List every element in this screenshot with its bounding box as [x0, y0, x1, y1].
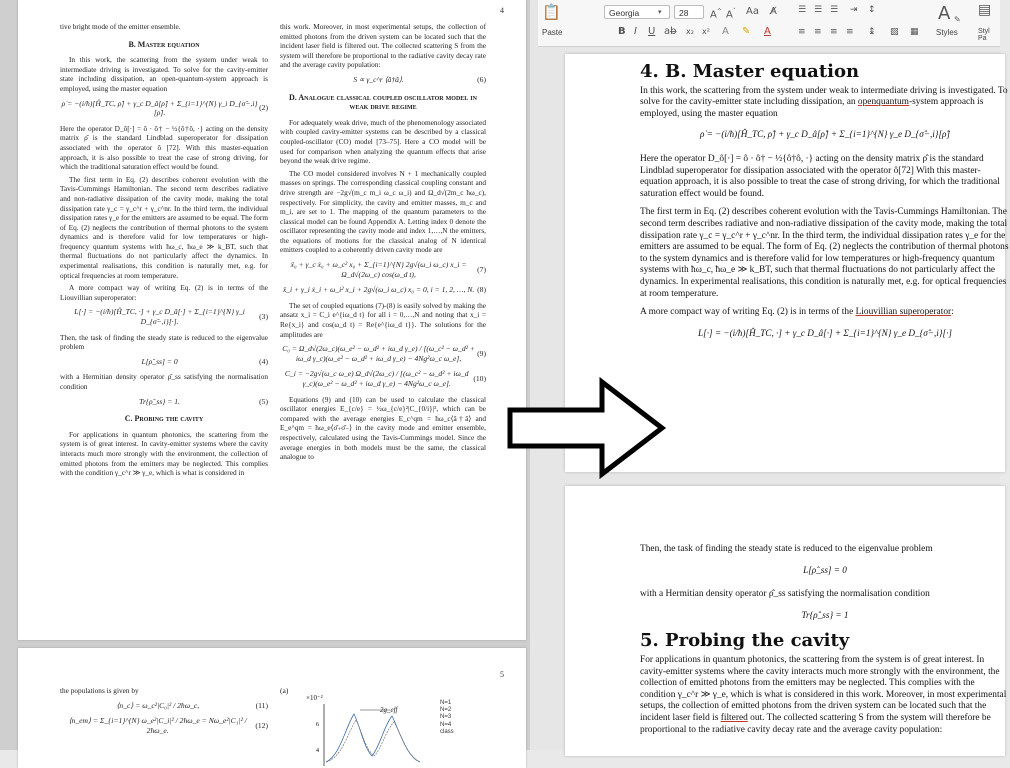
align-right-icon[interactable]: ≡ — [830, 27, 838, 37]
svg-text:4: 4 — [316, 748, 319, 754]
figure-label: (a) — [280, 686, 289, 695]
equation: L[·] = −(i/ħ)[Ĥ_TC, ·] + γ_c D_â[·] + Σ_{i=1}^{N} γ_i D_{σ̂−,i}[·]. (3) — [74, 307, 268, 327]
font-name-select[interactable]: Georgia — [604, 5, 670, 19]
arrow-right-icon — [506, 378, 666, 478]
equation: L[ρ̂_ss] = 0 — [803, 564, 847, 575]
legend-entry: N=2 — [440, 707, 452, 714]
spellcheck-underline: openquantum — [857, 97, 909, 108]
paragraph: Then, the task of finding the steady state is reduced to the eigenvalue problem — [640, 544, 933, 554]
multilevel-list-icon[interactable]: ☰ — [830, 5, 839, 15]
paragraph: For applications in quantum photonics, the scattering from the system is of great interest. In cavity-emitter systems where the cavity interacts much more strongly with the environment, the collection of emitted photons from the emitters may be neglected. This complies with the condition γ_c^r ≫ γ_e, which is what is considered in — [60, 429, 268, 478]
bold-icon[interactable]: B — [618, 26, 626, 37]
paragraph: tive bright mode of the emitter ensemble. — [60, 22, 181, 31]
align-left-icon[interactable]: ≡ — [798, 27, 806, 37]
paragraph: The set of coupled equations (7)-(8) is easily solved by making the ansatz x_i = C_i e^{iω_d t} for all i = 0,…,N and noting that x_i = Re{x_i} and cos(ω_d t) = Re{e^{iω_d t}}. The solutions for the amplitudes are — [280, 300, 486, 339]
paragraph: The CO model considered involves N + 1 mechanically coupled masses on springs. The corresponding classical coupling constant and drive strength are −2g√(m_c m_i ω_c ω_i) and Ω_d√(2m_c ħω_c), respectively. For simplicity, the cavity and emitter masses, m_c and m_i, are set to 1. The mapping of the quantum parameters to the classical model can be found Appendix A. Letting index 0 denote the oscillator representing the cavity mode and index 1,…,N the emitters, the equations of motions for the classical analog of N identical emitters coupled to a coherently driven cavity mode are — [280, 168, 486, 255]
paragraph: For applications in quantum photonics, the scattering from the system is of great interest. In cavity-emitter systems where the cavity interacts much more strongly with the environment, the collection of emitted photons from the emitters may be neglected. This complies with the condition γ_c^r ≫ γ_e, which is what is considered in this work. Moreover, in most experimental setups, the collection of emitted photons from the driven system can be located such that the incident laser field is filtered out. The collected scattering S from the system will therefore be proportional to the radiative cavity decay rate and the average cavity population: — [640, 654, 1007, 735]
equation: L[ρ̂_ss] = 0 (4) — [141, 356, 268, 366]
pdf-page-5 — [18, 648, 526, 768]
word-page-body[interactable] — [640, 544, 1010, 743]
pdf-page-4 — [18, 0, 526, 640]
spellcheck-underline: filtered — [720, 712, 748, 723]
line-spacing-icon[interactable]: ↨ — [868, 27, 876, 37]
change-case-icon[interactable]: Aa — [746, 6, 759, 17]
paragraph: Equations (9) and (10) can be used to calculate the classical oscillator energies E_{c/e} = ½ω_{c/e}²|C_{0/i}|², which can be compared with the average energies E_c^qm = ħω_c⟨â†â⟩ and E_e^qm = ħω_e⟨σ̂₊σ̂₋⟩ in the cavity mode and emitter ensemble, respectively, calculated using the Tavis-Cummings model. Since the average energies in both models must be the same, the classical analogue to — [280, 394, 486, 462]
styles-pane-icon[interactable]: ▤ — [978, 2, 992, 18]
borders-icon[interactable]: ▦ — [910, 27, 919, 37]
paragraph: A more compact way of writing Eq. (2) is in terms of the Liouvillian superoperator: — [640, 307, 954, 318]
ribbon-toolbar — [538, 0, 1000, 47]
equation: L[·] = −(i/ħ)[Ĥ_TC, ·] + γ_c D_â[·] + Σ_{i=1}^{N} γ_e D_{σ̂−,i}[·] — [698, 327, 952, 338]
align-center-icon[interactable]: ≡ — [814, 27, 822, 37]
equation: ⟨n_c⟩ = ω_c²|C₀|² / 2ħω_c, (11) — [116, 700, 268, 710]
styles-button[interactable]: Styles — [936, 28, 958, 37]
paragraph: The first term in Eq. (2) describes coherent evolution with the Tavis-Cummings Hamiltonian. The second term describes radiative and non-radiative dissipation of the cavity mode, making the total dissipation rate γ_c = γ_c^r + γ_c^nr. In the third term, the individual dissipation rates γ_e for the emitters are assumed to be equal. The form of Eq. (2) neglects the contribution of thermal photons to the system dynamics and is therefore valid for low temperatures or high-frequency quantum systems with ħω_c, ħω_e ≫ k_BT, such that thermal fluctuations do not particularly affect the dynamics. In experimental realisations, this condition is naturally met, e.g. for optical frequencies at room temperature. — [640, 207, 1009, 299]
equation: Tr{ρ̂_ss} = 1. (5) — [139, 396, 268, 406]
superscript-icon[interactable]: x² — [702, 27, 710, 36]
legend-entry: N=4 — [440, 721, 452, 728]
equation: ρ̇ = −(i/ħ)[Ĥ_TC, ρ̂] + γ_c D_â[ρ̂] + Σ_{i=1}^{N} γ_e D_{σ̂−,i}[ρ̂] — [699, 129, 951, 140]
clear-format-icon[interactable]: A̸ — [770, 6, 777, 17]
equation: ρ̇ = −(i/ħ)[Ĥ_TC, ρ̂] + γ_c D_â[ρ̂] + Σ_{i=1}^{N} γ_i D_{σ̂−,i}[ρ̂]. (2) — [61, 98, 268, 118]
subscript-icon[interactable]: x₂ — [686, 27, 694, 36]
clipboard-icon[interactable]: 📋 — [542, 3, 561, 21]
equation: S ∝ γ_c^r ⟨â†â⟩. (6) — [353, 74, 486, 84]
page-number: 5 — [500, 670, 504, 679]
styles-pen-icon: ✎ — [954, 15, 961, 24]
strikethrough-icon[interactable]: ab̶ — [664, 26, 677, 37]
legend-entry: N=3 — [440, 714, 452, 721]
word-page-body[interactable] — [640, 60, 1010, 352]
equation: ẍ_i + γ_i ẋ_i + ω_i² x_i + 2g√(ω_i ω_c) x₀ = 0, i = 1, 2, …, N. (8) — [282, 285, 486, 295]
styles-icon[interactable]: A — [938, 3, 951, 24]
figure-peak-label: 2g_eff — [380, 706, 398, 714]
underline-icon[interactable]: U — [648, 26, 656, 37]
text-effects-icon[interactable]: A — [722, 26, 729, 37]
paragraph: the populations is given by — [60, 686, 139, 695]
paragraph: Here the operator D_ô[·] = ô · ô† − ½{ô†ô, ·} acting on the density matrix ρ̂ is the standard Lindblad superoperator for dissipation associated with the operator ô[72] With this master-equation approach, it is also possible to treat the case of strong driving, for which the traditional saturation effect would be found. — [640, 153, 1000, 199]
figure-panel-a — [280, 686, 500, 766]
word-editor — [530, 0, 1009, 750]
svg-text:6: 6 — [316, 722, 319, 728]
shading-icon[interactable]: ▨ — [890, 27, 899, 37]
paragraph: A more compact way of writing Eq. (2) is in terms of the Liouvillian superoperator: — [60, 283, 268, 302]
heading: 5. Probing the cavity — [640, 630, 850, 652]
heading: 4. B. Master equation — [640, 61, 860, 82]
paragraph: with a Hermitian density operator ρ̂_ss satisfying the normalisation condition — [640, 589, 930, 600]
shrink-font-icon[interactable]: $A^ˇ$ — [726, 8, 736, 21]
equation: Tr{ρ̂_ss} = 1 — [801, 609, 849, 620]
paragraph: Then, the task of finding the steady state is reduced to the eigenvalue problem — [60, 332, 268, 352]
font-size-select[interactable]: 28 — [674, 5, 704, 19]
italic-icon[interactable]: I — [634, 26, 637, 37]
figure-plot — [280, 686, 500, 766]
justify-icon[interactable]: ≡ — [846, 27, 854, 37]
indent-icon[interactable]: ⇥ — [850, 5, 858, 15]
grow-font-icon[interactable]: A^ — [710, 8, 722, 21]
paragraph: In this work, the scattering from the system under weak to intermediate driving is investigated. To solve for the cavity-emitter state including dissipation, an open-quantum-system approach is employed, using the master equation — [60, 55, 268, 93]
left-column — [60, 22, 268, 481]
section-heading: C. Probing the cavity — [124, 414, 204, 424]
sort-icon[interactable]: ↕ — [868, 5, 876, 15]
section-heading: D. Analogue classical coupled oscillator model in weak drive regime — [289, 92, 477, 112]
right-column — [280, 22, 486, 465]
legend-entry: class — [440, 728, 454, 735]
paragraph: with a Hermitian density operator ρ̂_ss satisfying the normalisation condition — [60, 372, 268, 391]
spellcheck-underline: Liouvillian superoperator — [855, 307, 952, 318]
section-heading: B. Master equation — [128, 39, 200, 49]
paste-button[interactable]: Paste — [542, 28, 563, 37]
chevron-down-icon: ▾ — [658, 8, 662, 16]
highlight-icon[interactable]: ✎ — [742, 26, 751, 37]
font-color-icon[interactable]: A — [764, 26, 771, 37]
figure-legend — [440, 700, 454, 736]
page-number: 4 — [500, 6, 504, 15]
equation: ⟨n_em⟩ = Σ_{i=1}^{N} ω_e²|C_i|² / 2ħω_e = Nω_e²|C₁|² / 2ħω_e. (12) — [68, 716, 268, 735]
equation: ẍ₀ + γ_c ẋ₀ + ω_c² x₀ + Σ_{i=1}^{N} 2g√(ω_i ω_c) x_i = Ω_d√(2ω_c) cos(ω_d t), (7) — [290, 260, 486, 279]
paragraph: this work. Moreover, in most experimental setups, the collection of emitted photons from the driven system can be located such that the incident laser field is filtered out. The collected scattering S from the system will therefore be proportional to the radiative cavity decay rate and the average cavity population: — [280, 22, 486, 70]
styles-pane-button[interactable]: Styl Pa — [978, 28, 990, 42]
paragraph: In this work, the scattering from the system under weak to intermediate driving is investigated. To solve for the cavity-emitter state including dissipation, an openquantum-system approach is employed, using the master equation — [640, 85, 1008, 119]
paragraph: For adequately weak drive, much of the phenomenology associated with coupled cavity-emitter systems can be described by a classical coupled-oscillator (CO) model [73–75]. Here a CO model will be used for comparison when analyzing the quantum effects that arise beyond the weak drive regime. — [280, 117, 486, 166]
numbering-icon[interactable]: ☰ — [814, 5, 823, 15]
bullets-icon[interactable]: ☰ — [798, 5, 807, 15]
word-page-2 — [565, 486, 1005, 756]
left-column — [60, 686, 268, 741]
figure-scale: ×10⁻² — [306, 694, 323, 702]
paragraph: The first term in Eq. (2) describes coherent evolution with the Tavis-Cummings Hamiltonian. The second term describes radiative and non-radiative dissipation of the cavity mode, making the total dissipation rate γ_c = γ_c^r + γ_c^nr. In the third term, the individual dissipation rates γ_e for the emitters are assumed to be equal. The form of Eq. (2) neglects the contribution of thermal photons to the system dynamics and is therefore valid for low temperatures or high-frequency quantum systems with ħω_c, ħω_e ≫ k_BT, such that thermal fluctuations do not particularly affect the dynamics. In experimental realisations, this condition is naturally met, e.g. for optical frequencies at room temperature. — [60, 174, 268, 280]
legend-entry: N=1 — [440, 700, 452, 706]
equation: C_i = −2g√(ω_c ω_e) Ω_d√(2ω_c) / [(ω_c² − ω_d² + iω_d γ_c)(ω_e² − ω_d² + iω_d γ_e) − 4Ng²ω_c ω_e]. (10) — [284, 369, 486, 388]
equation: C₀ = Ω_d√(2ω_c)(ω_e² − ω_d² + iω_d γ_e) / [(ω_c² − ω_d² + iω_d γ_c)(ω_e² − ω_d² + iω_d γ_e) − 4Ng²ω_c ω_e], (9) — [282, 344, 486, 363]
paragraph: Here the operator D_ô[·] = ô · ô† − ½{ô†ô, ·} acting on the density matrix ρ̂ is the standard Lindblad superoperator for dissipation associated with the operator ô [72]. With this master-equation approach, it is also possible to treat the case of strong driving, for which the traditional saturation effect would be found. — [60, 123, 268, 172]
